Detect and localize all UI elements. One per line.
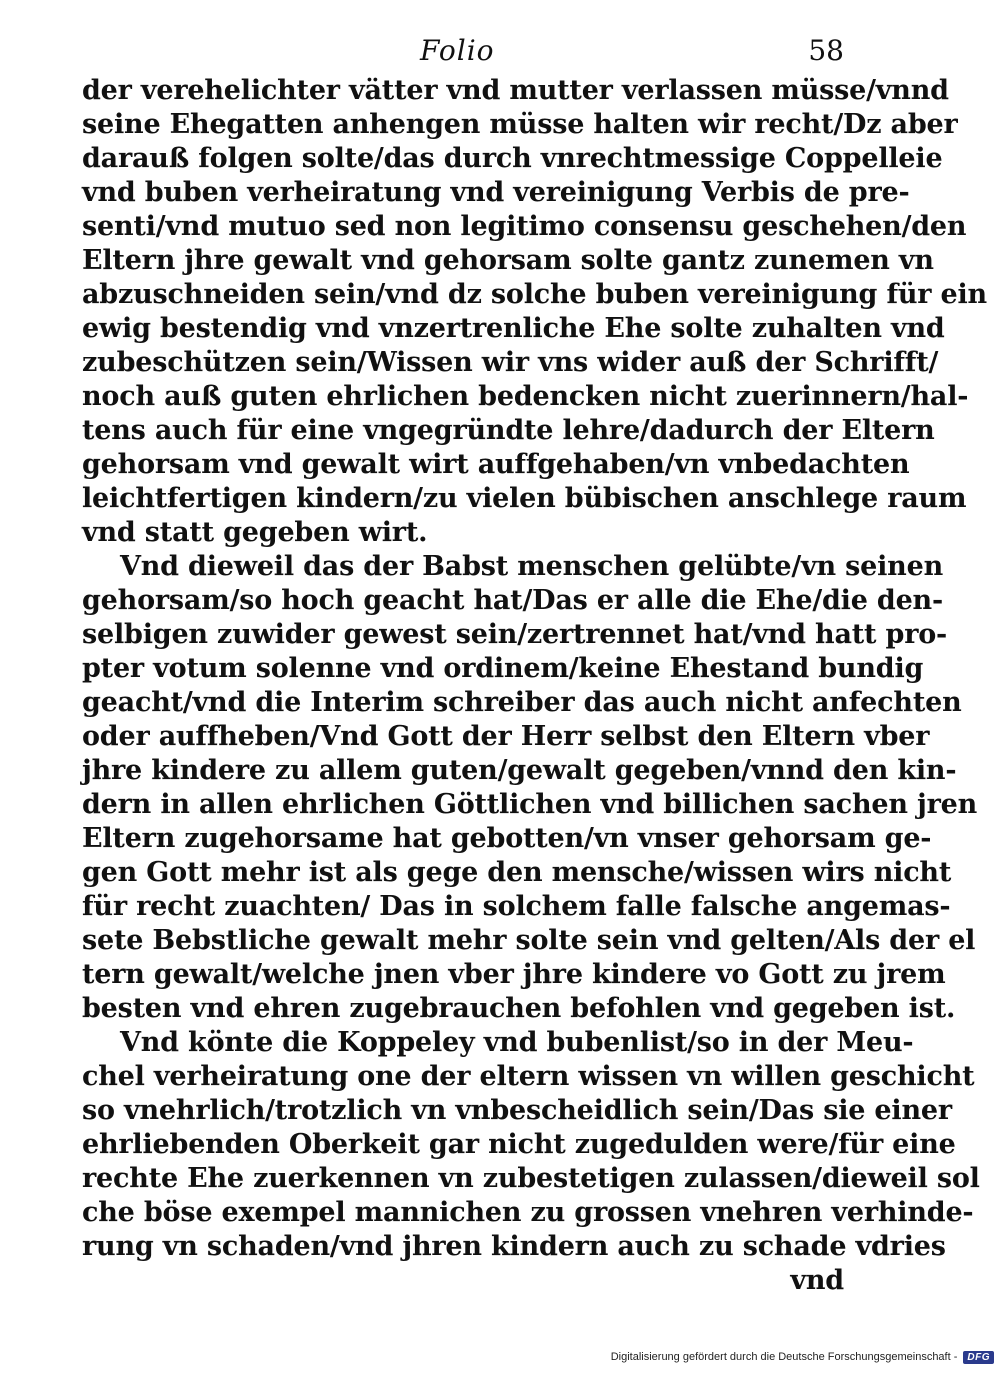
funding-note: Digitalisierung gefördert durch die Deutsche Forschungsgemeinschaft -	[610, 1351, 958, 1363]
text-line: für recht zuachten/ Das in solchem falle falsche angemas-	[82, 891, 951, 922]
text-line: tens auch für eine vngegründte lehre/dadurch der Eltern	[82, 415, 935, 446]
text-line: dern in allen ehrlichen Göttlichen vnd billichen sachen jren	[82, 789, 978, 820]
text-line: chel verheiratung one der eltern wissen vn willen geschicht	[82, 1061, 975, 1092]
page-header	[82, 34, 852, 74]
text-line: seine Ehegatten anhengen müsse halten wir recht/Dz aber	[82, 109, 958, 140]
text-line: gehorsam vnd gewalt wirt auffgehaben/vn vnbedachten	[82, 449, 910, 480]
text-line: rung vn schaden/vnd jhren kindern auch zu schade vdries	[82, 1231, 946, 1262]
paragraph-start-line: Vnd könte die Koppeley vnd bubenlist/so in der Meu-	[120, 1027, 914, 1058]
text-line: senti/vnd mutuo sed non legitimo consensu geschehen/den	[82, 211, 967, 242]
text-line: che böse exempel mannichen zu grossen vnehren verhinde-	[82, 1197, 974, 1228]
folio-number: 58	[808, 34, 844, 67]
text-line: tern gewalt/welche jnen vber jhre kindere vo Gott zu jrem	[82, 959, 946, 990]
text-line: oder auffheben/Vnd Gott der Herr selbst den Eltern vber	[82, 721, 930, 752]
text-line: vnd buben verheiratung vnd vereinigung Verbis de pre-	[82, 177, 910, 208]
text-line: Eltern zugehorsame hat gebotten/vn vnser gehorsam ge-	[82, 823, 932, 854]
text-line: geacht/vnd die Interim schreiber das auch nicht anfechten	[82, 687, 962, 718]
text-line: abzuschneiden sein/vnd dz solche buben vereinigung für ein	[82, 279, 987, 310]
text-line: ehrliebenden Oberkeit gar nicht zugedulden were/für eine	[82, 1129, 956, 1160]
text-line: zubeschützen sein/Wissen wir vns wider auß der Schrifft/	[82, 347, 939, 378]
text-line: vnd statt gegeben wirt.	[82, 517, 428, 548]
text-line: leichtfertigen kindern/zu vielen bübischen anschlege raum	[82, 483, 967, 514]
text-line: so vnehrlich/trotzlich vn vnbescheidlich sein/Das sie einer	[82, 1095, 952, 1126]
text-line: gen Gott mehr ist als gege den mensche/wissen wirs nicht	[82, 857, 952, 888]
dfg-logo-icon: DFG	[963, 1351, 994, 1364]
text-line: besten vnd ehren zugebrauchen befohlen vnd gegeben ist.	[82, 993, 956, 1024]
catchword: vnd	[790, 1265, 844, 1296]
text-line: noch auß guten ehrlichen bedencken nicht zuerinnern/hal-	[82, 381, 969, 412]
text-line: darauß folgen solte/das durch vnrechtmessige Coppelleie	[82, 143, 943, 174]
paragraph-start-line: Vnd dieweil das der Babst menschen gelübte/vn seinen	[120, 551, 944, 582]
text-line: selbigen zuwider gewest sein/zertrennet hat/vnd hatt pro-	[82, 619, 948, 650]
text-line: pter votum solenne vnd ordinem/keine Ehestand bundig	[82, 653, 924, 684]
text-line: sete Bebstliche gewalt mehr solte sein vnd gelten/Als der el	[82, 925, 976, 956]
digitization-credit	[611, 1346, 994, 1368]
text-line: gehorsam/so hoch geacht hat/Das er alle die Ehe/die den-	[82, 585, 943, 616]
text-line: jhre kindere zu allem guten/gewalt gegeben/vnnd den kin-	[82, 755, 957, 786]
body-text	[82, 74, 987, 1298]
folio-label: Folio	[420, 34, 495, 67]
text-line: ewig bestendig vnd vnzertrenliche Ehe solte zuhalten vnd	[82, 313, 945, 344]
text-line: rechte Ehe zuerkennen vn zubestetigen zulassen/dieweil sol	[82, 1163, 980, 1194]
text-line: Eltern jhre gewalt vnd gehorsam solte gantz zunemen vn	[82, 245, 934, 276]
text-line: der verehelichter vätter vnd mutter verlassen müsse/vnnd	[82, 75, 949, 106]
